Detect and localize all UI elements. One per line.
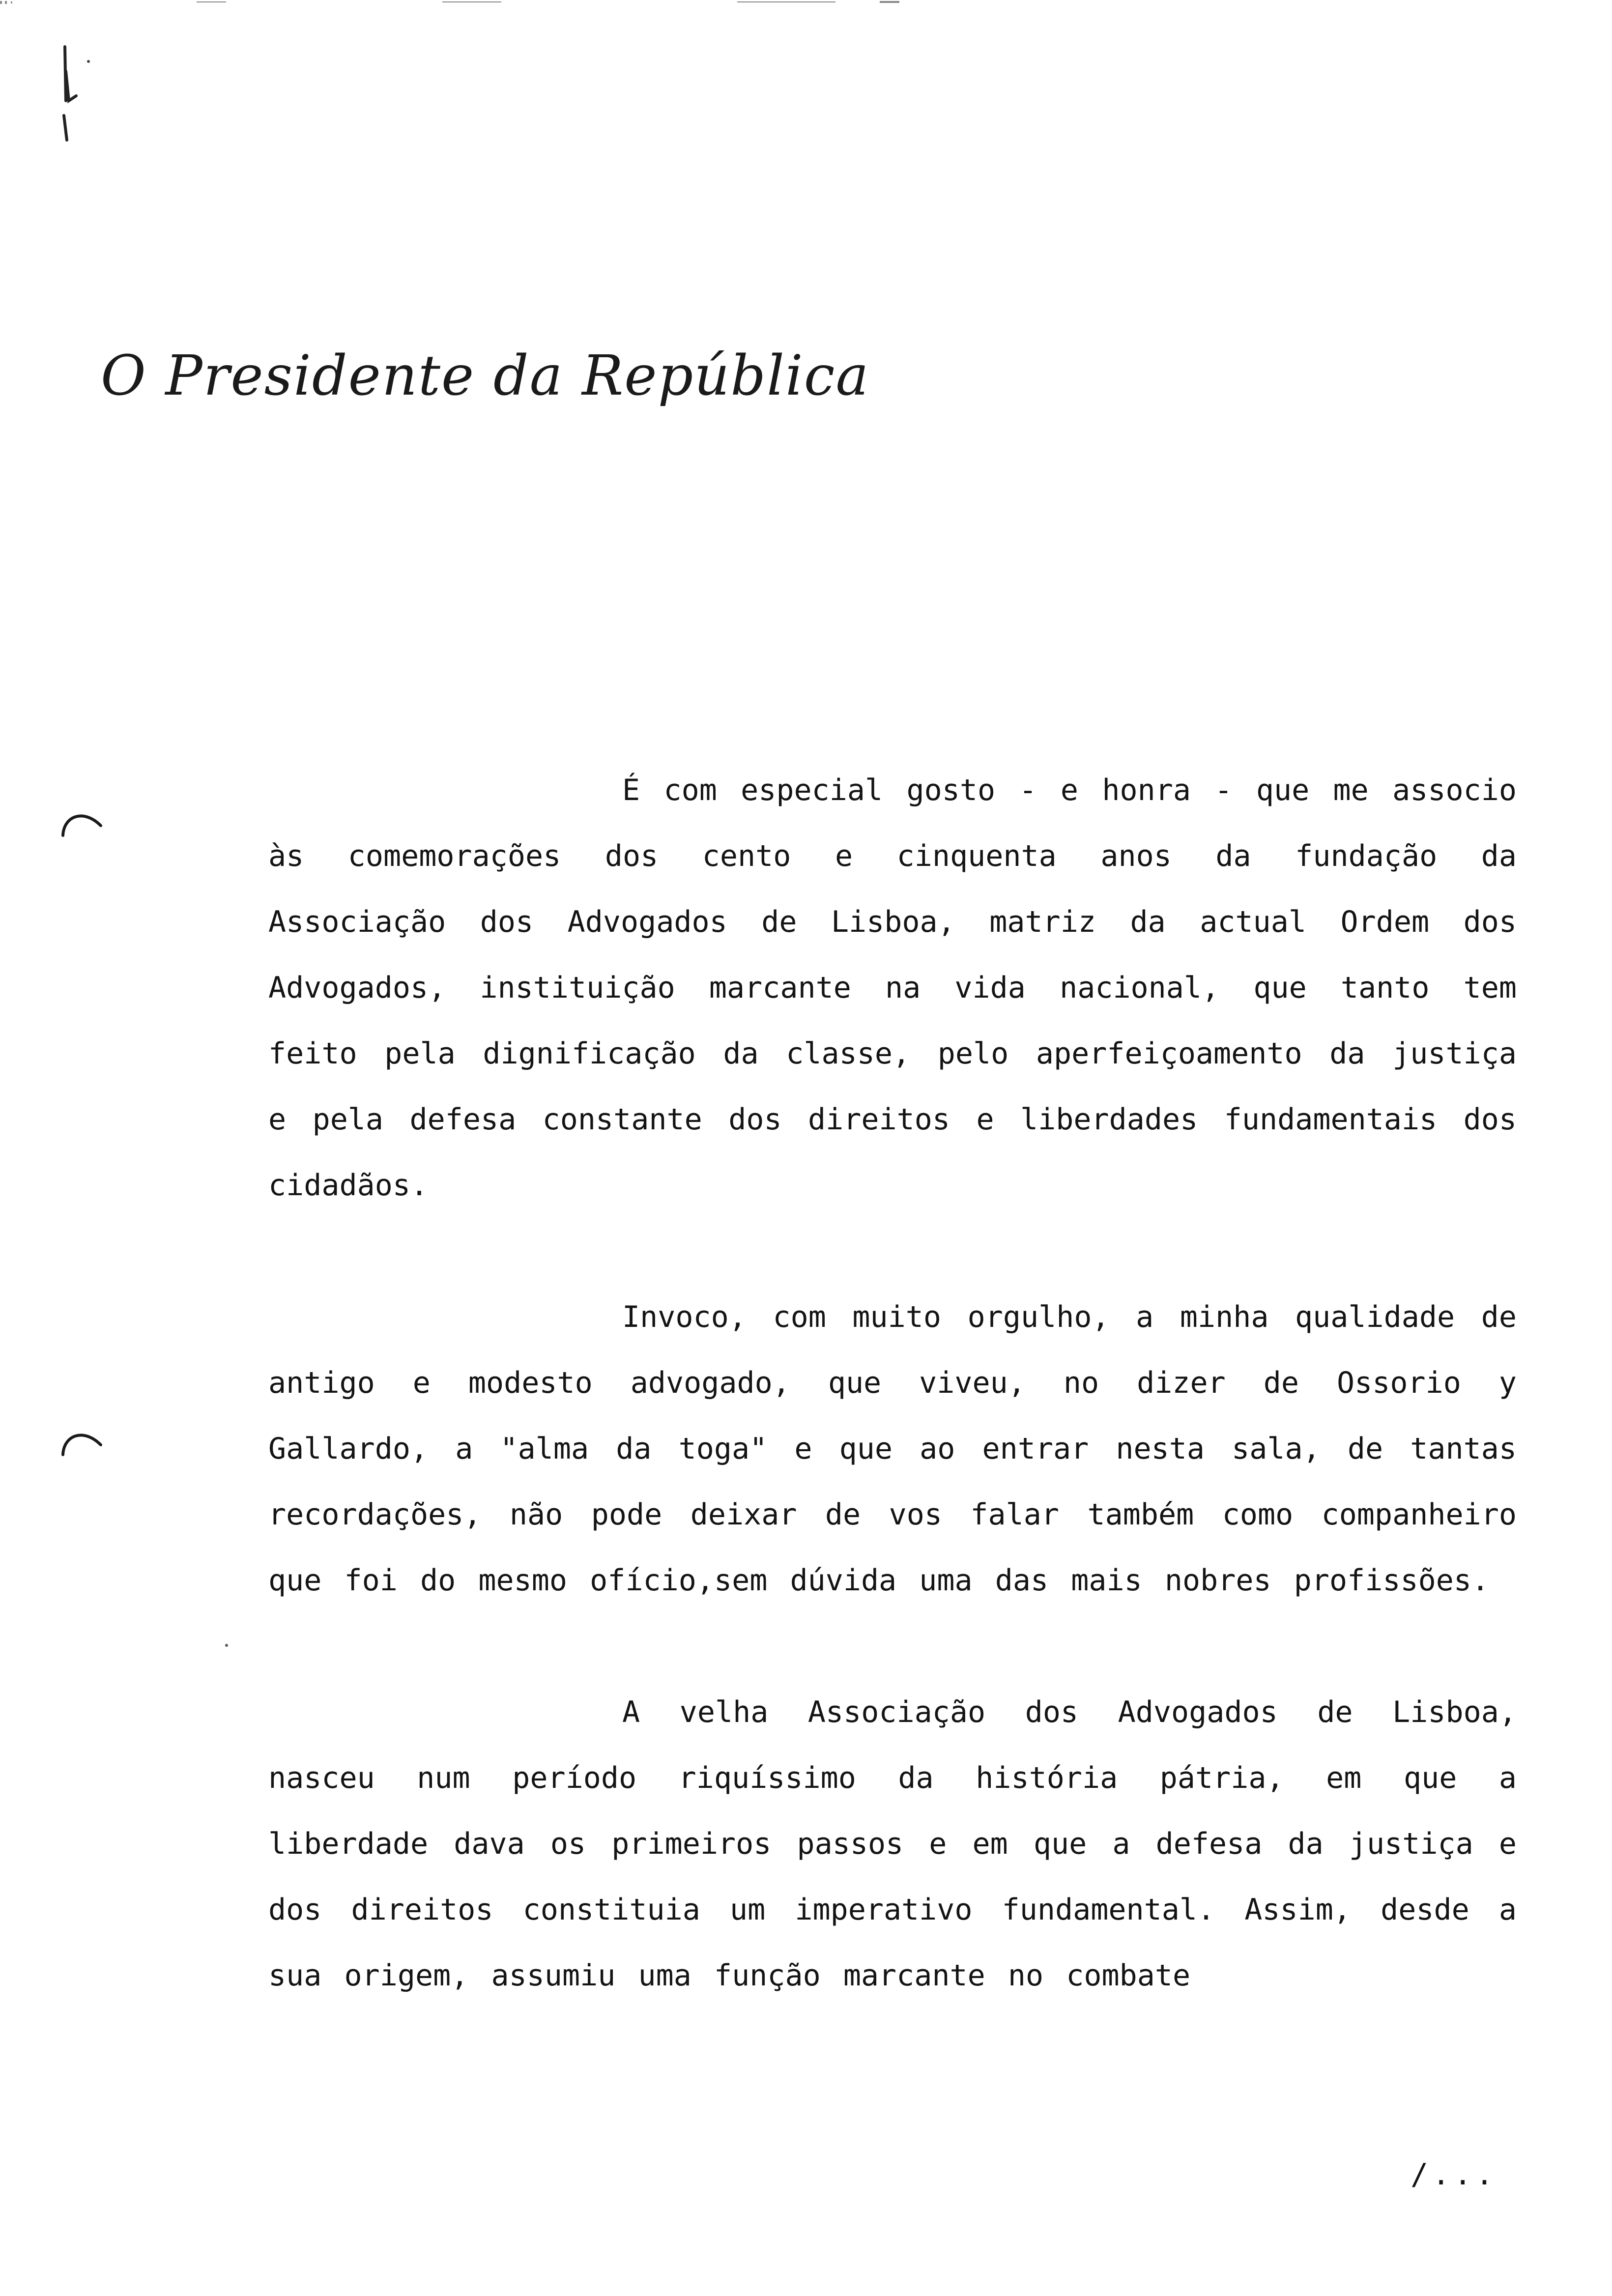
handwritten-page-number [49, 42, 93, 145]
punch-hole-mark-middle [59, 1425, 103, 1460]
paragraph-2-text: Invoco, com muito orgulho, a minha qualidade de antigo e modesto advogado, que viveu, no dizer de Ossorio y Gallardo, a "alma da toga" e que ao entrar nesta sala, de tantas recordações, não pode deixar de vos falar também como companheiro que foi do mesmo ofício,sem dúvida uma das mais nobres profissões. [268, 1300, 1517, 1598]
letterhead-title: O Presidente da República [101, 344, 870, 408]
punch-hole-mark-top [59, 806, 103, 840]
paragraph-2 [268, 1284, 1517, 1613]
letter-body [268, 757, 1517, 2074]
paragraph-3 [268, 1679, 1517, 2009]
paragraph-1 [268, 757, 1517, 1218]
paragraph-1-text: É com especial gosto - e honra - que me associo às comemorações dos cento e cinquenta anos da fundação da Associação dos Advogados de Lisboa, matriz da actual Ordem dos Advogados, instituição marcante na vida nacional, que tanto tem feito pela dignificação da classe, pelo aperfeiçoamento da justiça e pela defesa constante dos direitos e liberdades fundamentais dos cidadãos. [268, 773, 1517, 1203]
scan-edge-noise [0, 0, 1612, 6]
paragraph-3-text: A velha Associação dos Advogados de Lisboa, nasceu num período riquíssimo da história pátria, em que a liberdade dava os primeiros passos e em que a defesa da justiça e dos direitos constituia um imperativo fundamental. Assim, desde a sua origem, assumiu uma função marcante no combate [268, 1695, 1517, 1993]
scan-speck [225, 1644, 228, 1647]
continuation-mark: /... [1410, 2157, 1497, 2192]
